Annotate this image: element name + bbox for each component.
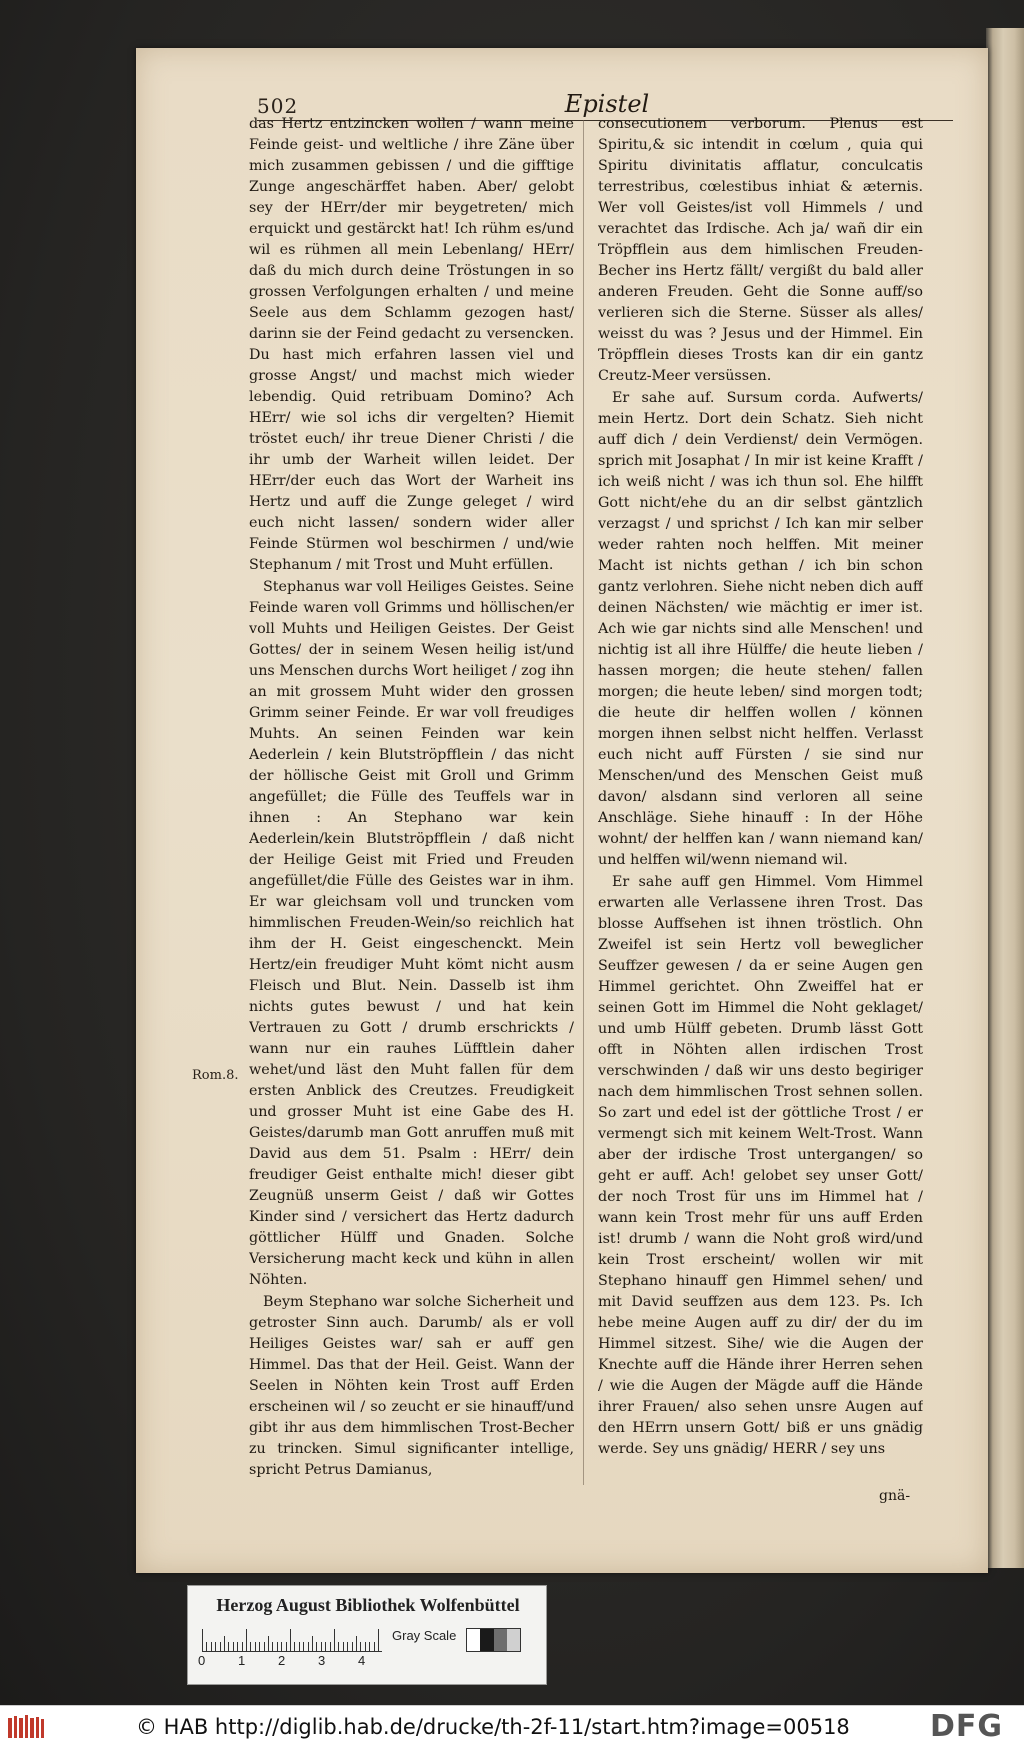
gray-swatch: [494, 1629, 507, 1651]
hab-logo-icon: [6, 1712, 46, 1742]
ruler-tick: [206, 1642, 207, 1651]
footer-link[interactable]: © HAB http://diglib.hab.de/drucke/th-2f-11/start.htm?image=00518: [136, 1715, 850, 1739]
ruler-tick: [299, 1642, 300, 1651]
ruler-tick: [290, 1629, 291, 1651]
gray-scale-label: Gray Scale: [392, 1628, 457, 1643]
ruler-tick: [369, 1642, 370, 1651]
ruler-tick: [303, 1642, 304, 1651]
ruler-tick: [233, 1642, 234, 1651]
ruler-label: 3: [318, 1653, 326, 1668]
ruler-tick: [268, 1636, 269, 1651]
ruler-tick: [347, 1642, 348, 1651]
book-page: [136, 48, 988, 1573]
ruler-tick: [250, 1642, 251, 1651]
column-divider: [583, 120, 584, 1485]
ruler-tick: [374, 1642, 375, 1651]
gray-swatch: [467, 1629, 480, 1651]
ruler-label: 1: [238, 1653, 246, 1668]
gray-scale-swatches: [466, 1628, 521, 1652]
color-scale-card: [187, 1585, 547, 1685]
ruler-tick: [356, 1636, 357, 1651]
dfg-logo: DFG: [930, 1709, 1004, 1744]
gray-swatch: [480, 1629, 493, 1651]
ruler-tick: [246, 1629, 247, 1651]
ruler-tick: [294, 1642, 295, 1651]
ruler-label: 4: [358, 1653, 366, 1668]
ruler-tick: [228, 1642, 229, 1651]
ruler-tick: [215, 1642, 216, 1651]
ruler-tick: [360, 1642, 361, 1651]
ruler-tick: [316, 1642, 317, 1651]
ruler-label: 2: [278, 1653, 286, 1668]
ruler-tick: [224, 1636, 225, 1651]
ruler-label: 0: [198, 1653, 206, 1668]
ruler-tick: [277, 1642, 278, 1651]
ruler-tick: [378, 1629, 379, 1651]
gray-swatch: [507, 1629, 520, 1651]
ruler-tick: [242, 1642, 243, 1651]
ruler-tick: [334, 1629, 335, 1651]
footer-bar: [0, 1705, 1024, 1747]
paragraph: Stephanus war voll Heiliges Geistes. Seine Feinde waren voll Grimms und höllischen/er voll Muhts und Heiligen Geistes. Der Geist Gottes/ der in seinem Wesen heilig ist/und uns Menschen durchs Wort heiliget / zog ihn an mit grossem Muht wider den grossen Grimm seiner Feinde. Er war voll freudiges Muhts. An seinen Feinden war kein Aederlein / kein Blutströpfflein / das nicht der höllische Geist mit Groll und Grimm angefüllet; die Fülle des Teuffels war in ihnen : An Stephano war kein Aederlein/kein Blutströpfflein / daß nicht der Heilige Geist mit Fried und Freuden angefüllet/die Fülle des Geistes war in ihm. Er war gleichsam voll und truncken vom himmlischen Freuden-Wein/so reichlich hat ihm der H. Geist eingeschenckt. Mein Hertz/ein freudiger Muht kömt nicht ausm Fleisch und Blut. Nein. Dasselb ist ihm nichts gutes bewust / und hat kein Vertrauen zu Gott / drumb erschrickts / wann nur ein rauhes Lüfftlein daher wehet/und läst den Muht fallen für dem ersten Anblick des Creutzes. Freudigkeit und grosser Muht ist eine Gabe des H. Geistes/darumb man Gott anruffen muß mit David aus dem 51. Psalm : HErr/ dein freudiger Geist enthalte mich! dieser gibt Zeugnüß unserm Geist / daß wir Gottes Kinder sind / versichert das Hertz dadurch göttlicher Hülff und Gnaden. Solche Versicherung macht keck und kühn in allen Nöhten.: [249, 579, 574, 1288]
ruler-tick: [281, 1642, 282, 1651]
ruler-tick: [220, 1642, 221, 1651]
ruler: [202, 1628, 382, 1652]
ruler-tick: [255, 1642, 256, 1651]
ruler-tick: [259, 1642, 260, 1651]
ruler-tick: [321, 1642, 322, 1651]
ruler-tick: [272, 1642, 273, 1651]
ruler-tick: [325, 1642, 326, 1651]
ruler-tick: [312, 1636, 313, 1651]
page-heading: Epistel: [564, 90, 650, 118]
next-page-edge: [986, 28, 1024, 1568]
library-name: Herzog August Bibliothek Wolfenbüttel: [216, 1595, 520, 1615]
ruler-tick: [202, 1629, 203, 1651]
catchword: gnä-: [879, 1488, 911, 1504]
ruler-tick: [286, 1642, 287, 1651]
paragraph: Beym Stephano war solche Sicherheit und getroster Sinn auch. Darumb/ als er voll Heiliges Geistes war/ sah er auff gen Himmel. Das that der Heil. Geist. Wann der Seelen in Nöhten kein Trost auff Erden erscheinen wil / so zeucht er sie hinauff/und gibt ihr aus dem himmlischen Trost-Becher zu trincken. Simul significanter intellige, spricht Petrus Damianus,: [249, 1294, 574, 1478]
ruler-tick: [308, 1642, 309, 1651]
right-column: [598, 114, 923, 1489]
left-column: [249, 114, 574, 1489]
ruler-tick: [237, 1642, 238, 1651]
paragraph: consecutionem verborum. Plenus est Spiritu,& sic intendit in cœlum , quia qui Spiritu divinitatis afflatur, conculcatis terrestribus, cœlestibus inhiat & æternis. Wer voll Geistes/ist voll Himmels / und verachtet das Irdische. Ach ja/ wañ dir ein Tröpfflein aus dem himlischen Freuden-Becher ins Hertz fällt/ vergißt du bald aller anderen Freuden. Geht die Sonne auff/so verlieren sich die Sterne. Süsser als alles/ weisst du was ? Jesus und der Himmel. Ein Tröpfflein dieses Trosts kan dir ein gantz Creutz-Meer versüssen.: [598, 116, 923, 384]
ruler-tick: [338, 1642, 339, 1651]
page-number: 502: [257, 94, 299, 118]
ruler-tick: [211, 1642, 212, 1651]
ruler-tick: [365, 1642, 366, 1651]
ruler-tick: [343, 1642, 344, 1651]
paragraph: Er sahe auf. Sursum corda. Aufwerts/ mein Hertz. Dort dein Schatz. Sieh nicht auff dich / dein Verdienst/ dein Vermögen. sprich mit Josaphat / In mir ist keine Krafft / ich weiß nicht / was ich thun sol. Ehe hilfft Gott nicht/ehe du an dir selbst gäntzlich verzagst / und sprichst / Ich kan mir selber weder rahten noch helffen. Mit meiner Macht ist nichts gethan / ich bin schon gantz verlohren. Siehe nicht neben dich auff deinen Nächsten/ wie mächtig er imer ist. Ach wie gar nichts sind alle Menschen! und nichtig ist all ihre Hülffe/ die heute lieben / hassen morgen; die heute stehen/ fallen morgen; die heute leben/ sind morgen todt; die heute dir helffen wollen / können morgen ihnen selbst nicht helffen. Verlasst euch nicht auff Fürsten / sie sind nur Menschen/und des Menschen Geist muß davon/ alsdann sind verloren all seine Anschläge. Siehe hinauff : In der Höhe wohnt/ der helffen kan / wann niemand kan/ und helffen wil/wenn niemand wil.: [598, 390, 923, 868]
ruler-tick: [330, 1642, 331, 1651]
margin-note: Rom.8.: [192, 1068, 239, 1083]
paragraph: das Hertz entzincken wollen / wann meine Feinde geist- und weltliche / ihre Zäne über mich zusammen gebissen / und die gifftige Zunge angeschärffet haben. Aber/ gelobt sey der HErr/der mir beygetreten/ mich erquickt und gestärckt hat! Ich rühm es/und wil es rühmen all mein Lebenlang/ HErr/ daß du mich durch deine Tröstungen in so grossen Verfolgungen erhalten / und meine Seele aus dem Schlamm gezogen hast/ darinn sie der Feind gedacht zu versencken. Du hast mich erfahren lassen viel und grosse Angst/ und machst mich wieder lebendig. Quid retribuam Domino? Ach HErr/ wie sol ichs dir vergelten? Hiemit tröstet euch/ ihr treue Diener Christi / die ihr umb der Warheit willen leidet. Der HErr/der euch das Wort der Warheit ins Hertz und auff die Zunge geleget / wird euch nicht lassen/ sondern wider aller Feinde Stürmen wol beschirmen / und/wie Stephanum / mit Trost und Muht erfüllen.: [249, 116, 574, 573]
ruler-tick: [352, 1642, 353, 1651]
ruler-tick: [264, 1642, 265, 1651]
paragraph: Er sahe auff gen Himmel. Vom Himmel erwarten alle Verlassene ihren Trost. Das blosse Auffsehen ist ihnen tröstlich. Ohn Zweifel ist sein Hertz voll beweglicher Seuffzer gewesen / da er seine Augen gen Himmel gerichtet. Ohn Zweiffel hat er seinen Gott im Himmel die Noht geklaget/ und umb Hülff gebeten. Drumb lässt Gott offt in Nöhten allen irdischen Trost verschwinden / daß wir uns desto begiriger nach dem himmlischen Trost sehnen sollen. So zart und edel ist der göttliche Trost / er vermengt sich mit keinem Welt-Trost. Wann aber der irdische Trost untergangen/ so geht er auff. Ach! gelobet sey unser Gott/ der noch Trost für uns im Himmel hat / wann kein Trost mehr für uns auff Erden ist! drumb / wann die Noht groß wird/und kein Trost erscheint/ wollen wir mit Stephano hinauff gen Himmel sehen/ und mit David seuffzen aus dem 123. Ps. Ich hebe meine Augen auff zu dir/ der du im Himmel sitzest. Sihe/ wie die Augen der Knechte auff die Hände ihrer Herren sehen / wie die Augen der Mägde auff die Hände ihrer Frauen/ also sehen unsre Augen auf den HErrn unsern Gott/ biß er uns gnädig werde. Sey uns gnädig/ HERR / sey uns: [598, 874, 923, 1457]
